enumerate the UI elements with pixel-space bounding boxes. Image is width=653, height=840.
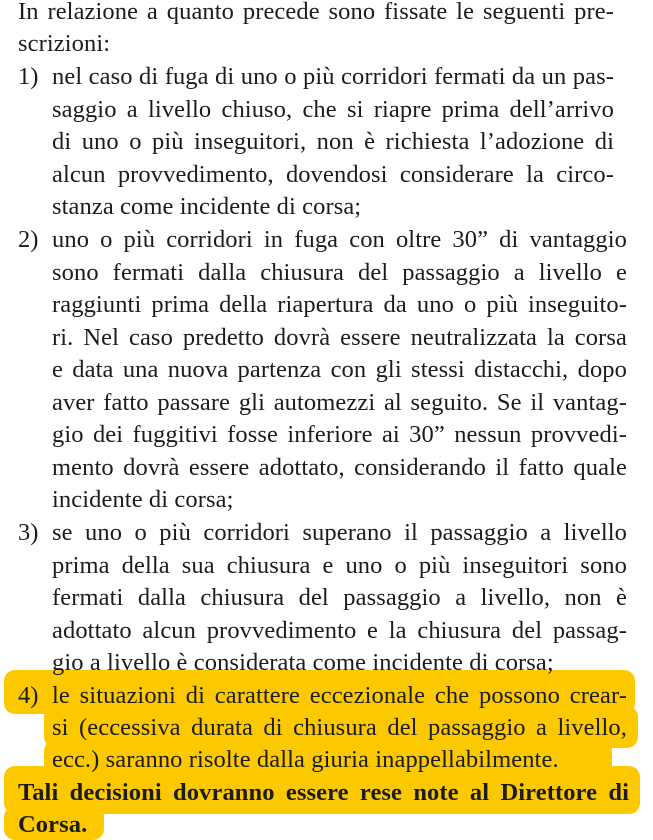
item-line: se uno o più corridori superano il passaggio a livello	[52, 519, 627, 546]
item-line: ri. Nel caso predetto dovrà essere neutralizzata la corsa	[52, 324, 627, 351]
item-line: sono fermati dalla chiusura del passaggio a livello e	[52, 259, 627, 286]
item-line: le situazioni di carattere eccezionale che possono crear-	[52, 682, 627, 709]
intro-line: scrizioni:	[18, 30, 111, 57]
item-line: fermati dalla chiusura del passaggio a livello, non è	[52, 584, 627, 611]
item-line: ecc.) saranno risolte dalla giuria inappellabilmente.	[52, 746, 559, 773]
item-line: adottato alcun provvedimento e la chiusura del passag-	[52, 617, 627, 644]
item-line: alcun provvedimento, dovendosi considerare la circo-	[52, 161, 614, 188]
item-number: 3)	[18, 519, 39, 546]
closing-line: Tali decisioni dovranno essere rese note al Direttore di	[18, 779, 629, 806]
intro-line: In relazione a quanto precede sono fissate le seguenti pre-	[18, 0, 614, 25]
item-line: saggio a livello chiuso, che si riapre prima dell’arrivo	[52, 96, 614, 123]
item-line: nel caso di fuga di uno o più corridori fermati da un pas-	[52, 63, 614, 90]
item-line: si (eccessiva durata di chiusura del passaggio a livello,	[52, 714, 627, 741]
item-line: e data una nuova partenza con gli stessi distacchi, dopo	[52, 356, 627, 383]
item-number: 2)	[18, 226, 39, 253]
item-number: 1)	[18, 63, 39, 90]
item-line: prima della sua chiusura e uno o più inseguitori sono	[52, 552, 627, 579]
item-line: raggiunti prima della riapertura da uno o più inseguito-	[52, 291, 627, 318]
item-line: gio dei fuggitivi fosse inferiore ai 30” nessun provvedi-	[52, 421, 627, 448]
item-line: incidente di corsa;	[52, 486, 234, 513]
closing-line: Corsa.	[18, 811, 88, 838]
item-line: stanza come incidente di corsa;	[52, 193, 362, 220]
item-number: 4)	[18, 682, 39, 709]
item-line: uno o più corridori in fuga con oltre 30” di vantaggio	[52, 226, 627, 253]
item-line: di uno o più inseguitori, non è richiesta l’adozione di	[52, 128, 614, 155]
item-line: mento dovrà essere adottato, considerando il fatto quale	[52, 454, 627, 481]
item-line: gio a livello è considerata come incidente di corsa;	[52, 649, 554, 676]
item-line: aver fatto passare gli automezzi al seguito. Se il vantag-	[52, 389, 627, 416]
